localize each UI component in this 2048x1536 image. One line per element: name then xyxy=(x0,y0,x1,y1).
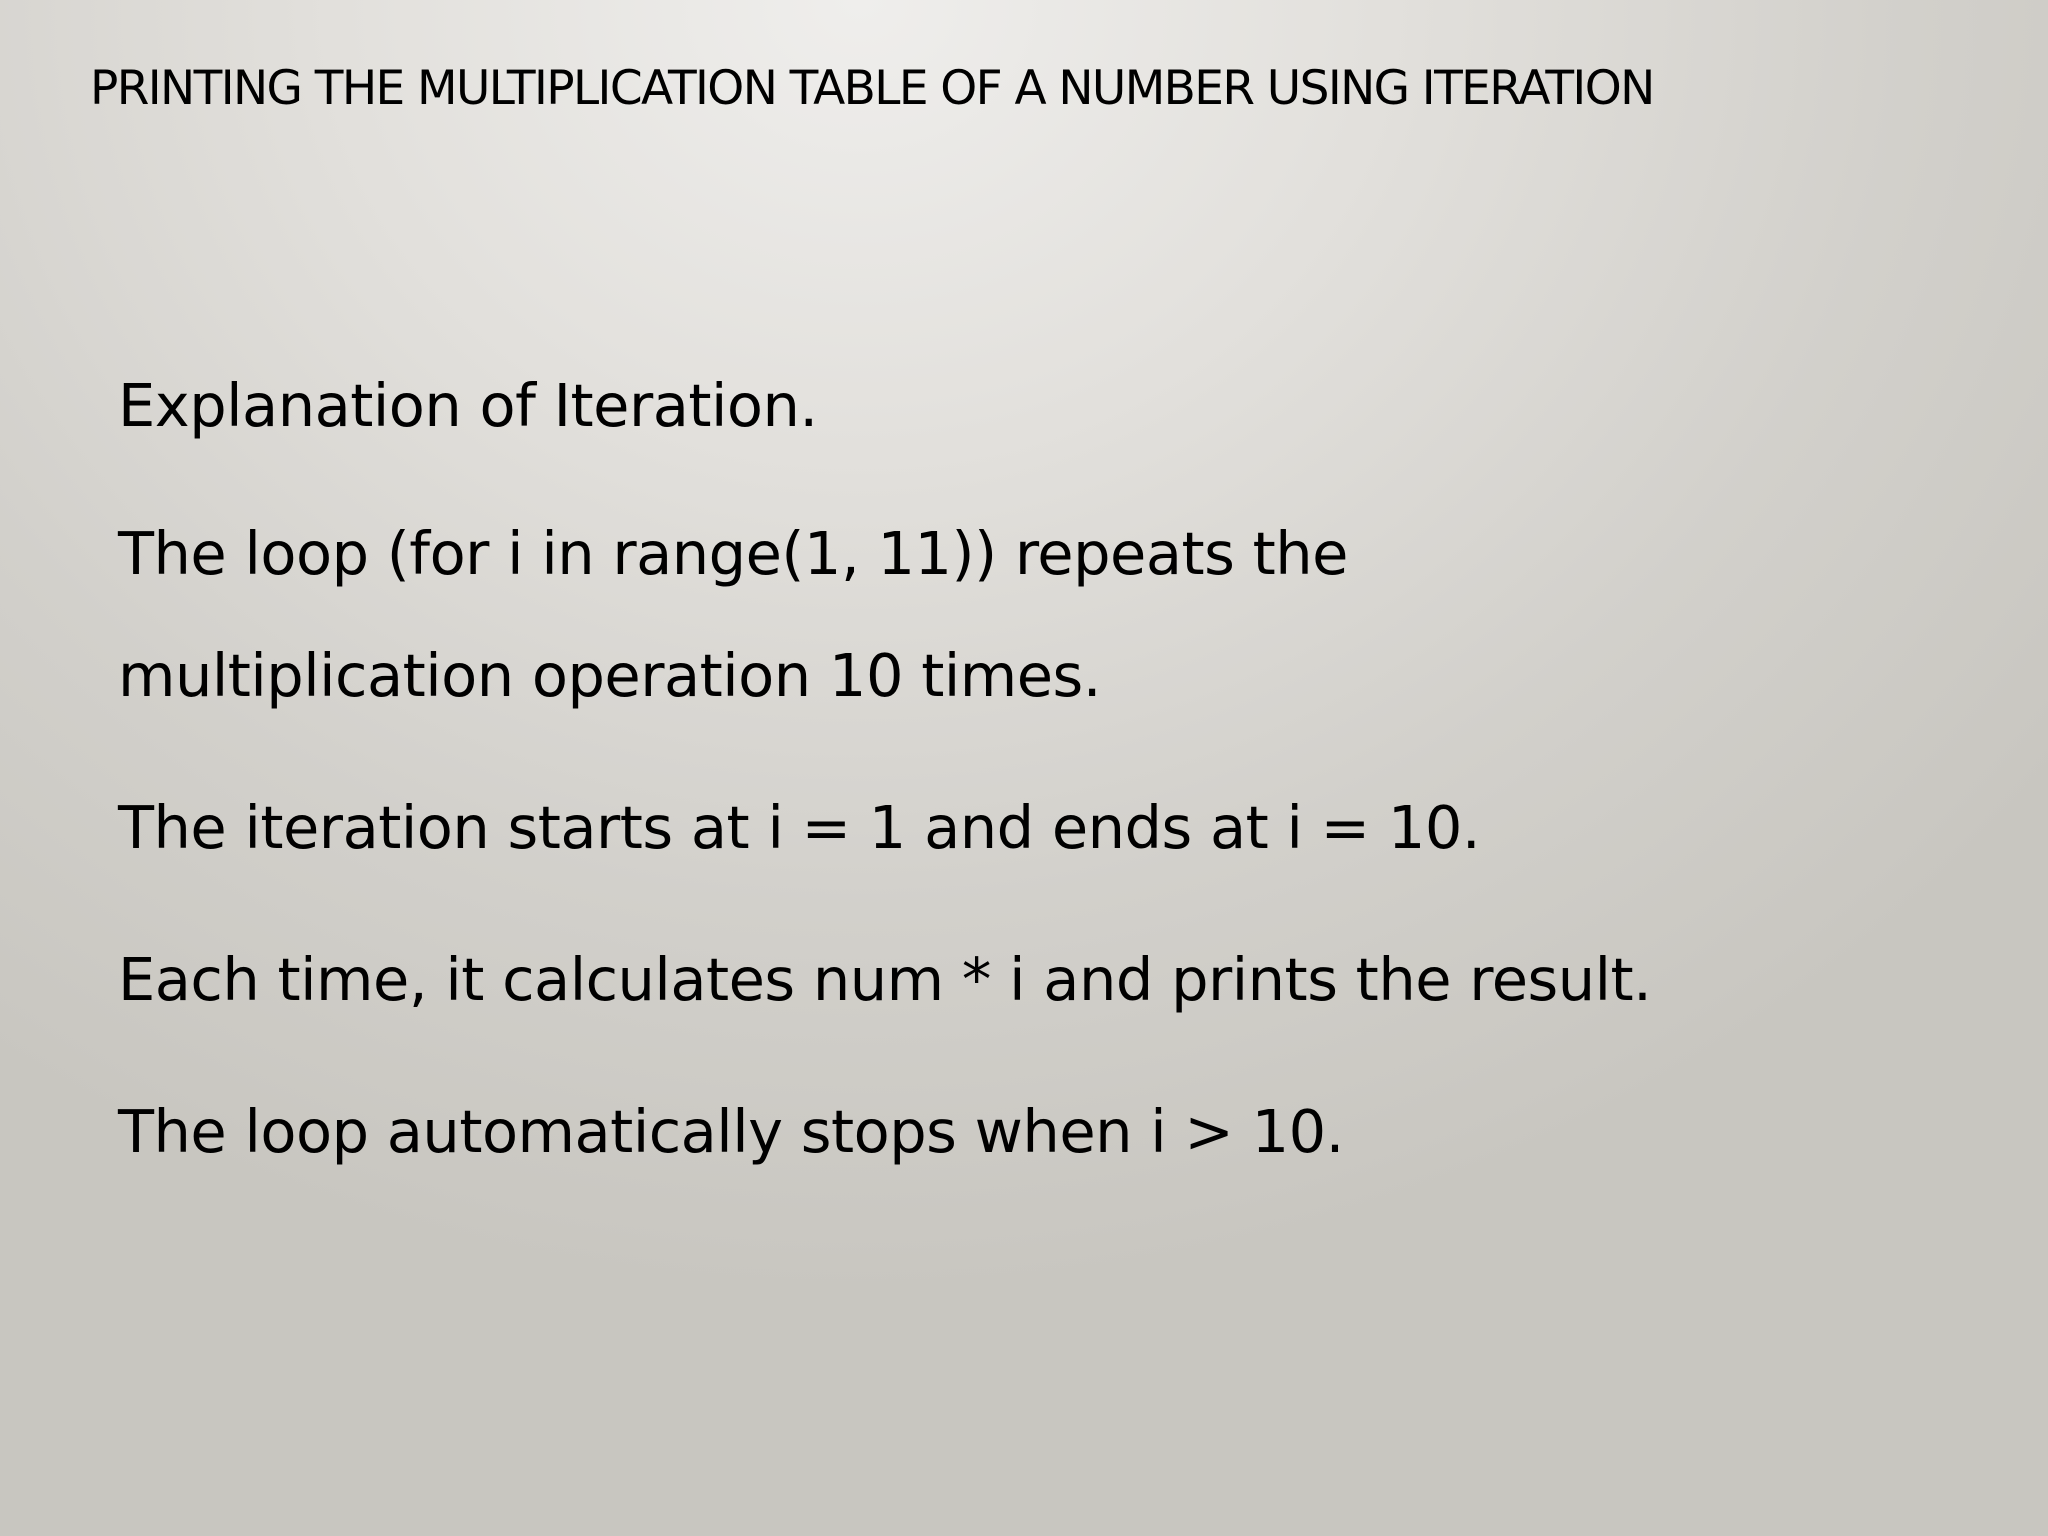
bullet-explanation-heading: Explanation of Iteration. xyxy=(118,371,818,440)
slide-title: PRINTING THE MULTIPLICATION TABLE OF A NUMBER USING ITERATION xyxy=(90,61,1654,116)
slide-body-text xyxy=(118,345,1918,1223)
bullet-calculation: Each time, it calculates num * i and prints the result. xyxy=(118,945,1652,1014)
bullet-loop-stop: The loop automatically stops when i > 10. xyxy=(118,1097,1344,1166)
bullet-iteration-range: The iteration starts at i = 1 and ends at i = 10. xyxy=(118,793,1481,862)
bullet-loop-description: The loop (for i in range(1, 11)) repeats the multiplication operation 10 times. xyxy=(118,519,1348,710)
